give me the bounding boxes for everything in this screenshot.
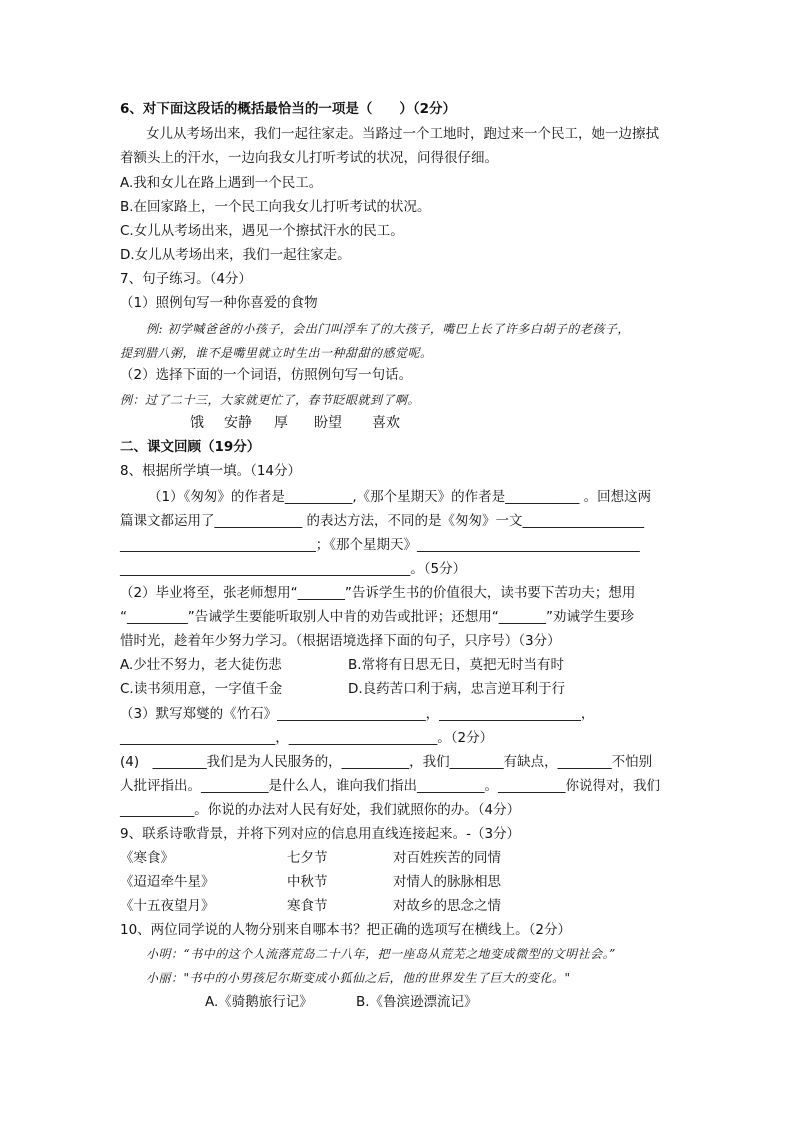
q8-part1-line3: _____________________________；《那个星期天》_________________________________ [120, 537, 640, 553]
q10-title: 10、两位同学说的人物分别来自哪本书？把正确的选项写在横线上。（2分） [120, 922, 572, 938]
section-heading: 二、课文回顾（19分） [120, 439, 261, 455]
q7-word: 饿 [190, 415, 204, 431]
q8-option-c: C.读书须用意，一字值千金 [120, 681, 283, 697]
q6-option-a: A.我和女儿在路上遇到一个民工。 [120, 175, 323, 191]
q7-sub2: （2）选择下面的一个词语，仿照例句写一句话。 [120, 367, 413, 383]
q8-part2-line2: “_________”告诫学生要能听取别人中肯的劝告或批评；还想用“_______”劝诫学生要珍 [120, 609, 634, 625]
q6-passage-line2: 着额头上的汗水，一边向我女儿打听考试的状况，问得很仔细。 [120, 150, 498, 166]
q7-example2: 例：过了二十三，大家就更忙了，春节眨眼就到了啊。 [120, 393, 421, 407]
q9-feeling: 对情人的脉脉相思 [393, 874, 501, 890]
q10-xiaoli: 小丽："书中的小男孩尼尔斯变成小狐仙之后，他的世界发生了巨大的变化。" [146, 971, 571, 985]
q8-option-b: B.常将有日思无日，莫把无时当有时 [348, 657, 565, 673]
q9-festival: 中秋节 [287, 874, 328, 890]
q9-feeling: 对百姓疾苦的同情 [393, 850, 501, 866]
q8-part4-line1: (4) ________我们是为人民服务的，__________，我们________有缺点，________不怕别 [120, 754, 653, 770]
q6-passage-line1: 女儿从考场出来，我们一起往家走。当路过一个工地时，跑过来一个民工，她一边擦拭 [146, 126, 659, 142]
q6-option-c: C.女儿从考场出来，遇见一个擦拭汗水的民工。 [120, 223, 404, 239]
q8-part4-line2: 人批评指出。__________是什么人，谁向我们指出__________。__________你说得对，我们 [120, 778, 660, 794]
q6-option-b: B.在回家路上，一个民工向我女儿打听考试的状况。 [120, 199, 431, 215]
q8-part2-line1: （2）毕业将至，张老师想用“_______”告诉学生书的价值很大，读书要下苦功夫；想用 [120, 585, 636, 601]
q7-example1-line2: 提到腊八粥，谁不是嘴里就立时生出一种甜甜的感觉呢。 [120, 346, 433, 360]
q7-title: 7、句子练习。（4分） [120, 271, 252, 287]
q8-option-a: A.少壮不努力，老大徒伤悲 [120, 657, 282, 673]
q9-festival: 寒食节 [287, 898, 328, 914]
q7-word: 盼望 [314, 415, 342, 431]
q8-part2-line3: 惜时光，趁着年少努力学习。（根据语境选择下面的句子，只序号）（3分） [120, 633, 561, 649]
q6-option-d: D.女儿从考场出来，我们一起往家走。 [120, 247, 351, 263]
q7-example1-line1: 例: 初学喊爸爸的小孩子，会出门叫浮车了的大孩子，嘴巴上长了许多白胡子的老孩子， [146, 322, 630, 336]
q9-poem: 《迢迢牵牛星》 [120, 874, 215, 890]
q9-feeling: 对故乡的思念之情 [393, 898, 501, 914]
q10-option-b: B.《鲁滨逊漂流记》 [356, 994, 478, 1010]
q8-part1-line4: ___________________________________________。（5分） [120, 561, 467, 577]
q8-part3-line1: （3）默写郑燮的《竹石》______________________，_____________________， [120, 706, 595, 722]
q8-title: 8、根据所学填一填。（14分） [120, 463, 302, 479]
q10-xiaoming: 小明：“书中的这个人流落荒岛二十八年，把一座岛从荒芜之地变成微型的文明社会。” [146, 947, 616, 961]
q9-title: 9、联系诗歌背景，并将下列对应的信息用直线连接起来。-（3分） [120, 826, 521, 842]
q8-part3-line2: _______________________，______________________。（2分） [120, 730, 494, 746]
q10-option-a: A.《骑鹅旅行记》 [205, 994, 313, 1010]
q8-option-d: D.良药苦口利于病，忠言逆耳利于行 [348, 681, 566, 697]
q7-word: 喜欢 [372, 415, 400, 431]
q8-part4-line3: ___________。你说的办法对人民有好处，我们就照你的办。（4分） [120, 802, 521, 818]
q8-part1-line2: 篇课文都运用了_____________ 的表达方法，不同的是《匆匆》一文__________________ [120, 513, 645, 529]
q9-festival: 七夕节 [287, 850, 328, 866]
q9-poem: 《寒食》 [120, 850, 174, 866]
q7-word: 安静 [224, 415, 252, 431]
q7-sub1: （1）照例句写一种你喜爱的食物 [120, 295, 318, 311]
q8-part1-line1: （1）《匆匆》的作者是__________,《那个星期天》的作者是___________ 。回想这两 [148, 489, 652, 505]
q7-word: 厚 [274, 415, 288, 431]
q9-poem: 《十五夜望月》 [120, 898, 215, 914]
q6-title: 6、对下面这段话的概括最恰当的一项是（ ）（2分） [120, 101, 457, 117]
